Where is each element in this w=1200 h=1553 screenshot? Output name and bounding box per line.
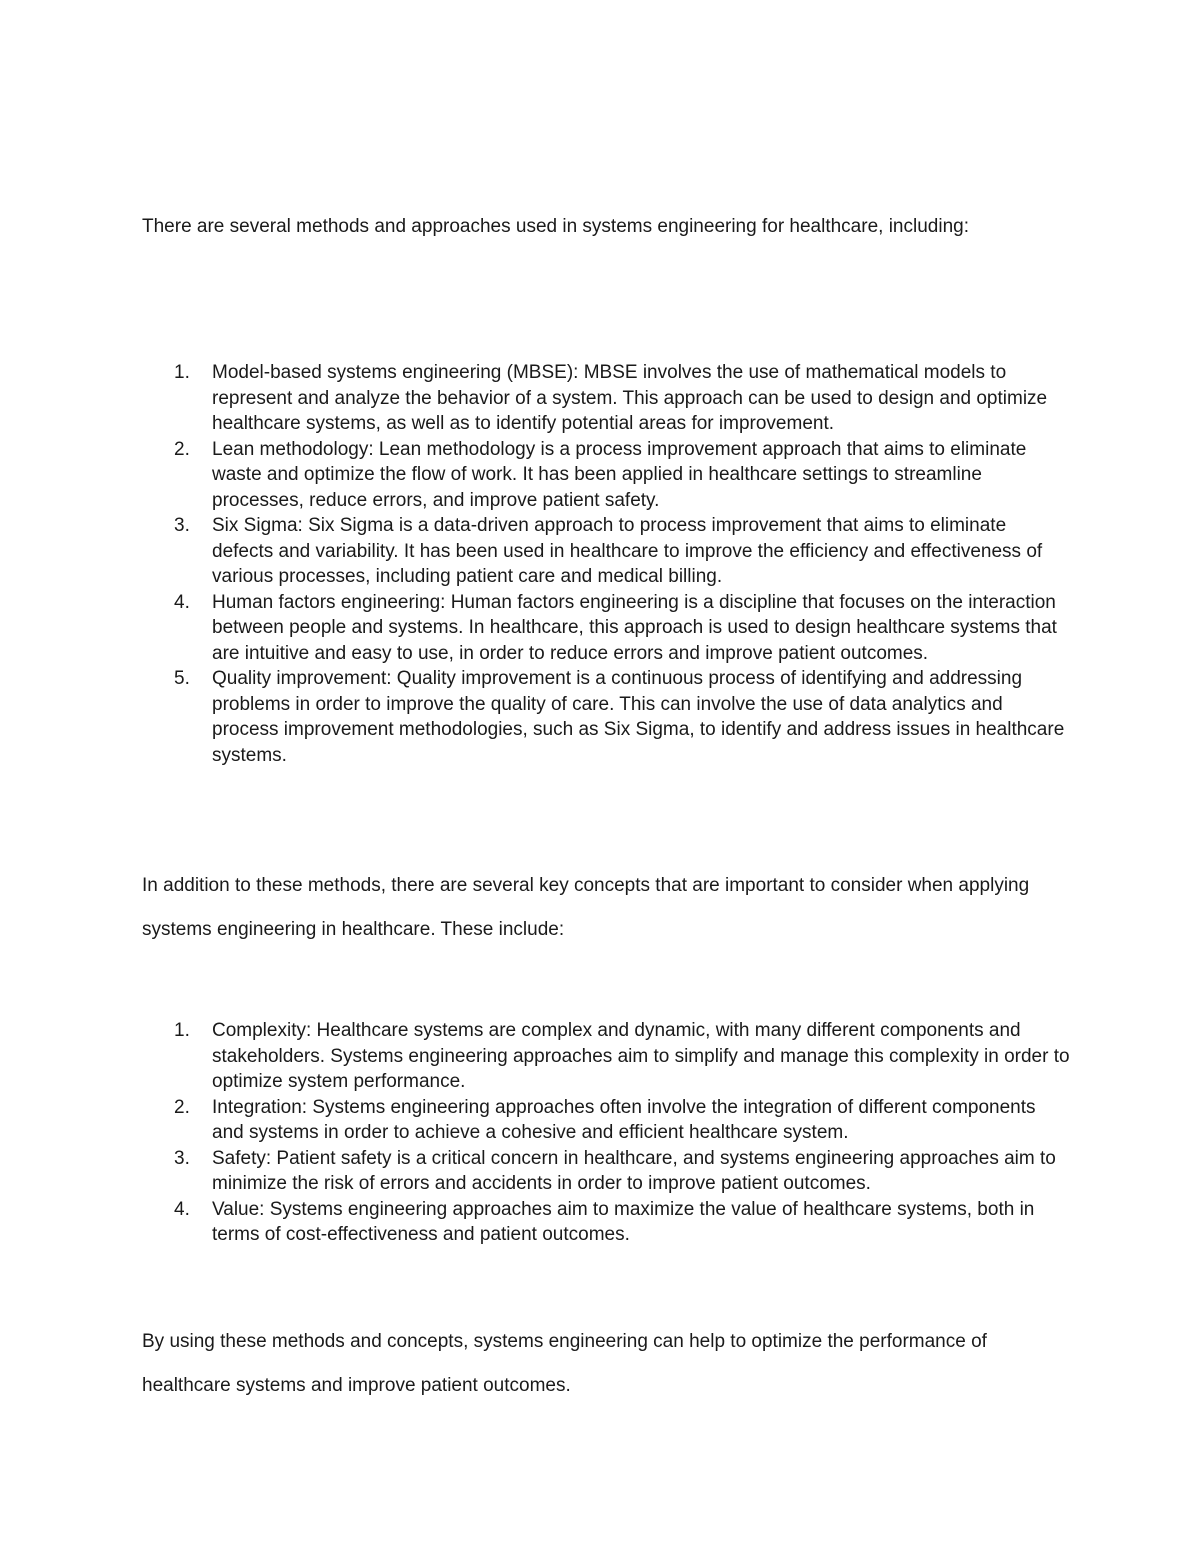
list-item-text: Human factors engineering: Human factors engineering is a discipline that focuses on the interaction between people and systems. In healthcare, this approach is used to design healthcare systems that are intuitive and easy to use, in order to reduce errors and improve patient outcomes. — [212, 591, 1057, 664]
list-item-text: Safety: Patient safety is a critical concern in healthcare, and systems engineering approaches aim to minimize the risk of errors and accidents in order to improve patient outcomes. — [212, 1147, 1056, 1194]
list-item — [142, 1146, 1072, 1197]
list-item-text: Complexity: Healthcare systems are complex and dynamic, with many different components and stakeholders. Systems engineering approaches aim to simplify and manage this complexity in order to optimize system performance. — [212, 1020, 1070, 1092]
concepts-intro-paragraph: In addition to these methods, there are several key concepts that are important to consider when applying systems engineering in healthcare. These include: — [142, 875, 1030, 940]
list-item — [142, 513, 1072, 590]
list-number: 2. — [174, 1096, 190, 1118]
list-number: 1. — [174, 362, 190, 383]
list-item — [142, 1018, 1072, 1095]
list-number: 2. — [174, 438, 190, 460]
list-item — [142, 666, 1072, 768]
conclusion-paragraph: By using these methods and concepts, systems engineering can help to optimize the performance of healthcare systems and improve patient outcomes. — [142, 1331, 987, 1396]
list-item-text: Six Sigma: Six Sigma is a data-driven approach to process improvement that aims to eliminate defects and variability. It has been used in healthcare to improve the efficiency and effectiveness of various processes, including patient care and medical billing. — [212, 515, 1043, 587]
list-item-text: Quality improvement: Quality improvement is a continuous process of identifying and addressing problems in order to improve the quality of care. This can involve the use of data analytics and process improvement methodologies, such as Six Sigma, to identify and address issues in healthcare systems. — [212, 668, 1065, 766]
list-item-text: Model-based systems engineering (MBSE): MBSE involves the use of mathematical models to represent and analyze the behavior of a system. This approach can be used to design and optimize healthcare systems, as well as to identify potential areas for improvement. — [212, 362, 1048, 434]
list-number: 4. — [174, 591, 190, 613]
intro-paragraph: There are several methods and approaches used in systems engineering for healthcare, including: — [142, 216, 969, 237]
list-item — [142, 437, 1072, 514]
list-item — [142, 590, 1072, 667]
list-item — [142, 360, 1072, 437]
list-number: 4. — [174, 1198, 190, 1220]
list-item-text: Value: Systems engineering approaches aim to maximize the value of healthcare systems, both in terms of cost-effectiveness and patient outcomes. — [212, 1198, 1035, 1245]
methods-list — [142, 360, 1072, 768]
list-item — [142, 1197, 1072, 1248]
list-number: 3. — [174, 515, 190, 536]
concepts-list — [142, 1018, 1072, 1248]
list-item — [142, 1095, 1072, 1146]
list-number: 3. — [174, 1147, 190, 1169]
list-item-text: Integration: Systems engineering approaches often involve the integration of different components and systems in order to achieve a cohesive and efficient healthcare system. — [212, 1096, 1036, 1143]
list-item-text: Lean methodology: Lean methodology is a process improvement approach that aims to eliminate waste and optimize the flow of work. It has been applied in healthcare settings to streamline processes, reduce errors, and improve patient safety. — [212, 438, 1027, 511]
list-number: 5. — [174, 668, 190, 689]
list-number: 1. — [174, 1020, 190, 1041]
